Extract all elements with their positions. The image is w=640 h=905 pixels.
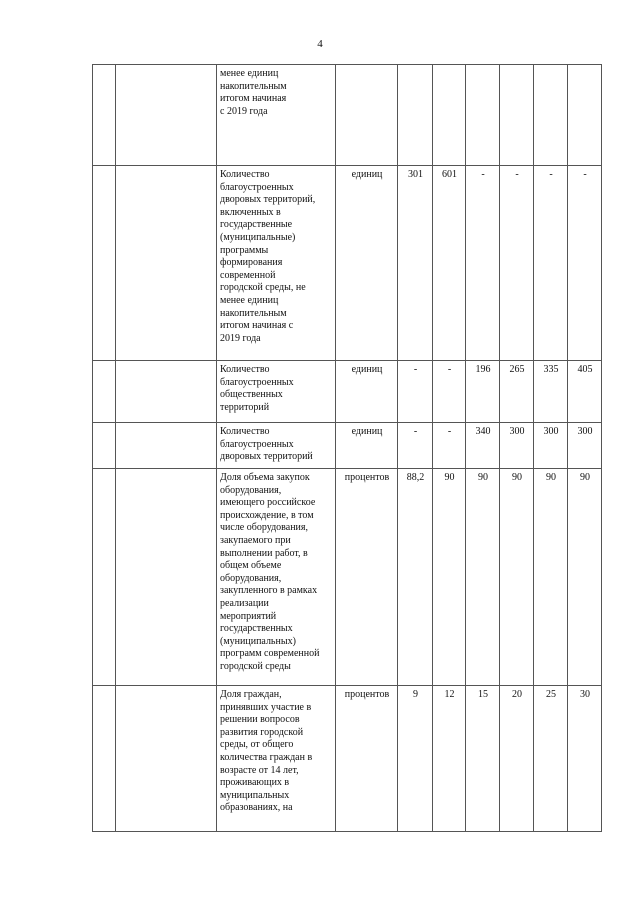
goal-cell <box>116 65 217 166</box>
indicator-name: Количество благоустроенных общественных территорий <box>220 364 294 413</box>
value-cell: - <box>500 166 534 361</box>
value-cell <box>433 65 466 166</box>
unit-cell: единиц <box>336 423 398 469</box>
unit-cell: процентов <box>336 686 398 832</box>
value-cell: 88,2 <box>398 469 433 686</box>
value-cell: 90 <box>466 469 500 686</box>
indicator-name-cell <box>217 361 336 423</box>
row-number-cell <box>93 361 116 423</box>
table-row <box>93 423 602 469</box>
value-cell: 301 <box>398 166 433 361</box>
value-cell: 300 <box>534 423 568 469</box>
table-row <box>93 469 602 686</box>
goal-cell <box>116 469 217 686</box>
indicator-name: Доля граждан, принявших участие в решении вопросов развития городской среды, от общего количества граждан в возрасте от 14 лет, проживающих в муниципальных образованиях, на <box>220 689 313 814</box>
value-cell: 335 <box>534 361 568 423</box>
unit-cell: процентов <box>336 469 398 686</box>
indicators-table <box>92 64 602 832</box>
value-cell: - <box>534 166 568 361</box>
value-cell: 15 <box>466 686 500 832</box>
table-body <box>93 65 602 832</box>
value-cell: 90 <box>534 469 568 686</box>
value-cell <box>398 65 433 166</box>
value-cell: 300 <box>500 423 534 469</box>
unit-cell: единиц <box>336 166 398 361</box>
value-cell: 405 <box>568 361 602 423</box>
value-cell: 90 <box>433 469 466 686</box>
table-row <box>93 361 602 423</box>
page-number: 4 <box>317 38 323 50</box>
value-cell: 601 <box>433 166 466 361</box>
value-cell: 300 <box>568 423 602 469</box>
value-cell: 9 <box>398 686 433 832</box>
value-cell: 30 <box>568 686 602 832</box>
value-cell: 90 <box>568 469 602 686</box>
goal-cell <box>116 166 217 361</box>
indicator-name-cell <box>217 423 336 469</box>
value-cell: - <box>568 166 602 361</box>
goal-cell <box>116 686 217 832</box>
row-number-cell <box>93 166 116 361</box>
row-number-cell <box>93 65 116 166</box>
value-cell <box>568 65 602 166</box>
value-cell: 12 <box>433 686 466 832</box>
value-cell: - <box>433 423 466 469</box>
value-cell <box>534 65 568 166</box>
indicator-name: менее единиц накопительным итогом начиная с 2019 года <box>220 68 287 117</box>
value-cell <box>500 65 534 166</box>
value-cell: 196 <box>466 361 500 423</box>
value-cell: 265 <box>500 361 534 423</box>
row-number-cell <box>93 686 116 832</box>
indicator-name: Количество благоустроенных дворовых территорий, включенных в государственные (муниципальные) программы формирования современной городской среды, не менее единиц накопительным итогом начиная с 2019 года <box>220 169 316 344</box>
value-cell <box>466 65 500 166</box>
indicator-name-cell <box>217 686 336 832</box>
unit-cell: единиц <box>336 361 398 423</box>
table-row <box>93 65 602 166</box>
table-row <box>93 686 602 832</box>
indicator-name-cell <box>217 166 336 361</box>
row-number-cell <box>93 423 116 469</box>
goal-cell <box>116 423 217 469</box>
value-cell: - <box>398 361 433 423</box>
value-cell: 340 <box>466 423 500 469</box>
value-cell: - <box>466 166 500 361</box>
goal-cell <box>116 361 217 423</box>
value-cell: - <box>433 361 466 423</box>
value-cell: - <box>398 423 433 469</box>
table-row <box>93 166 602 361</box>
indicator-name: Количество благоустроенных дворовых территорий <box>220 426 313 463</box>
row-number-cell <box>93 469 116 686</box>
value-cell: 90 <box>500 469 534 686</box>
indicator-name: Доля объема закупок оборудования, имеющего российское происхождение, в том числе оборудования, закупаемого при выполнении работ, в общем объеме оборудования, закупленного в рамках реализации мероприятий государственных (муниципальных) программ современной городской среды <box>220 472 320 672</box>
indicator-name-cell <box>217 469 336 686</box>
indicator-name-cell <box>217 65 336 166</box>
value-cell: 20 <box>500 686 534 832</box>
unit-cell <box>336 65 398 166</box>
value-cell: 25 <box>534 686 568 832</box>
